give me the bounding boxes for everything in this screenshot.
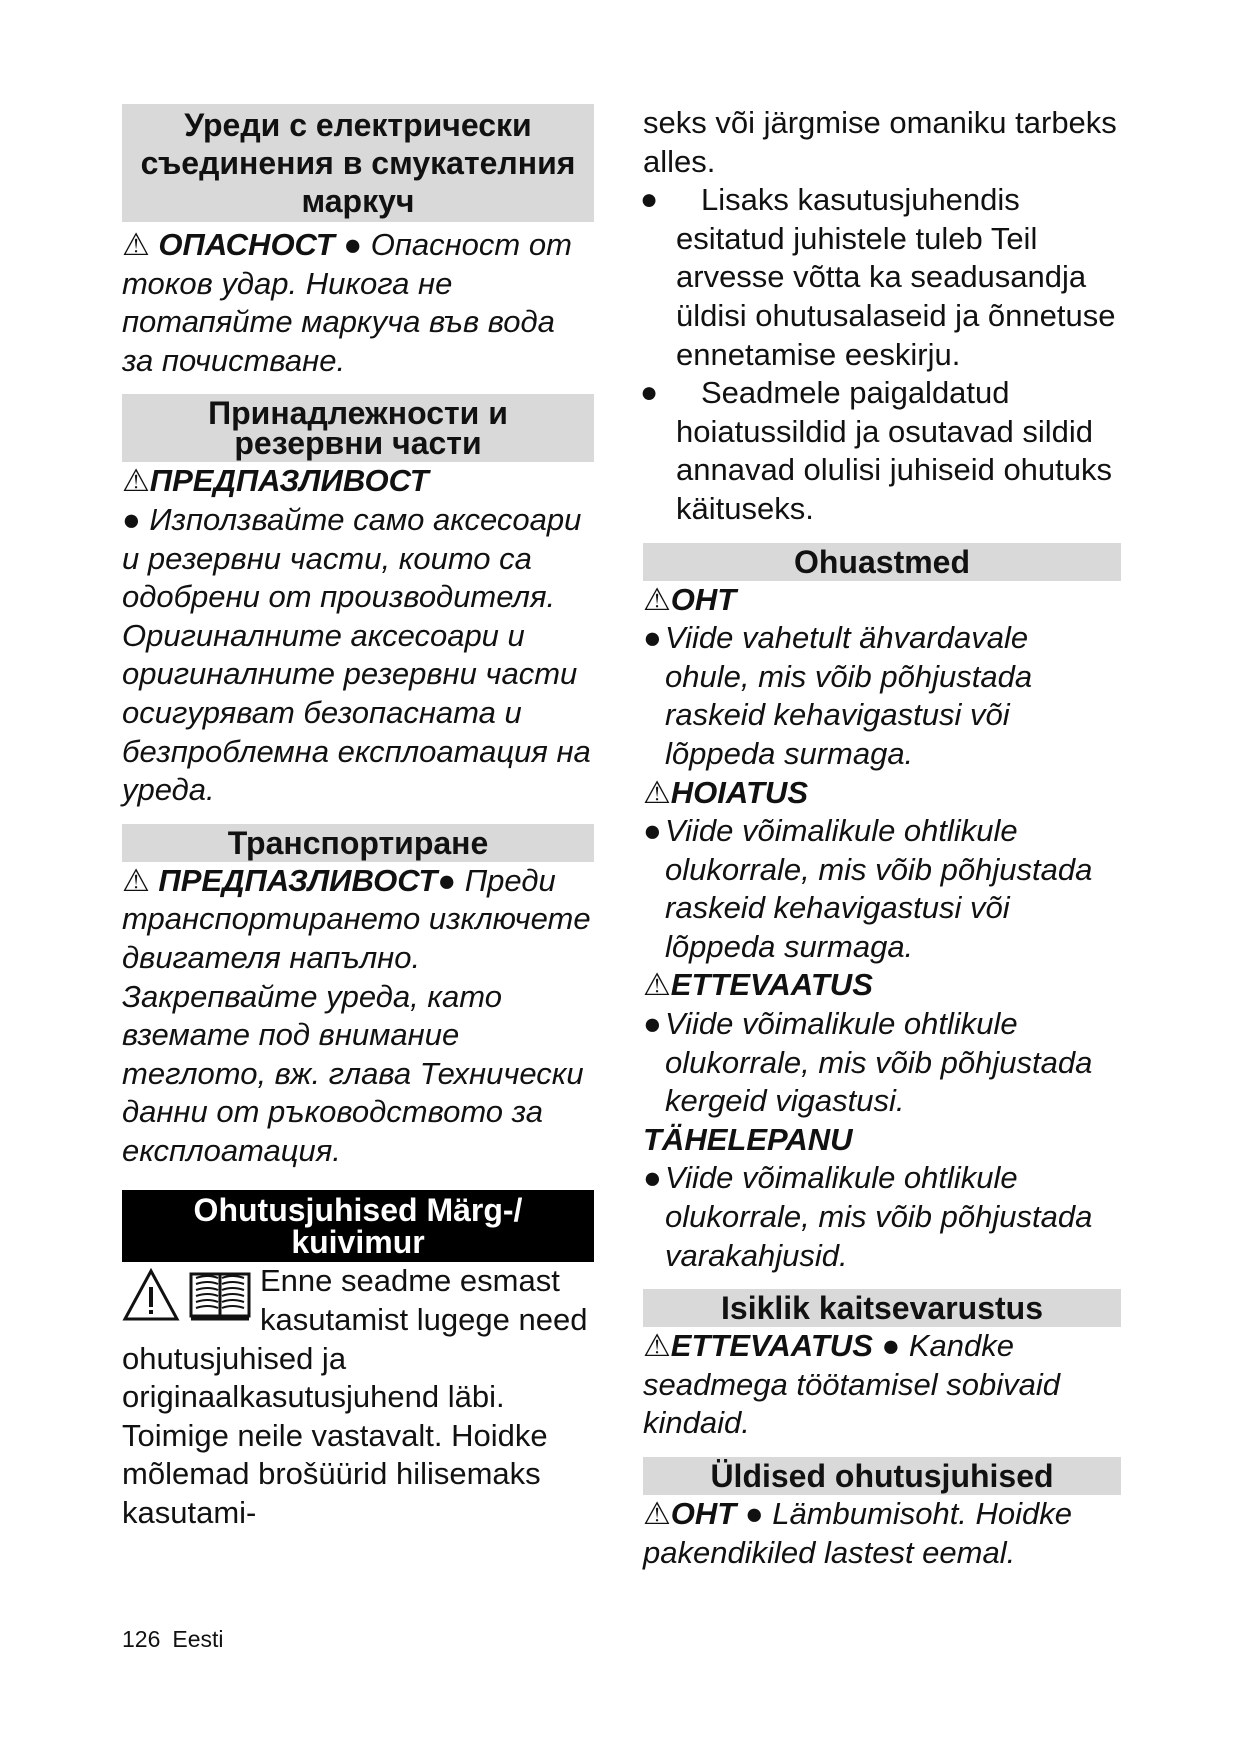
warning-triangle-icon: ⚠ (643, 581, 671, 617)
page-footer (122, 1626, 224, 1653)
general-bullets (640, 181, 1121, 528)
safety-icons (122, 1268, 252, 1328)
warning-triangle-icon: ⚠ (122, 463, 150, 499)
section-heading-personal-protection: Isiklik kaitsevarustus (643, 1289, 1121, 1327)
list-item: ● Viide võimalikule ohtlikule olukorrale, mis võib põhjustada varakahjusid. (643, 1160, 1093, 1273)
warning-triangle-icon: ⚠ (122, 227, 150, 262)
left-column (122, 104, 594, 1533)
warning-text: Преди транспортирането изключете двигателя напълно. Закрепвайте уреда, като вземате под внимание теглото, вж. глава Технически данни от ръководството за експлоатация. (122, 862, 591, 1168)
bullet: ● (343, 227, 363, 262)
hazard-level-hoiatus (643, 774, 1121, 967)
bullet: ● (881, 1328, 901, 1364)
bullet: ● (437, 862, 457, 898)
section-body-personal-protection (643, 1327, 1121, 1443)
warning-label: OHT (670, 1496, 737, 1531)
section-body-electric-hose (122, 226, 594, 380)
warning-label: ПРЕДПАЗЛИВОСТ (158, 862, 438, 898)
warning-sign-icon (122, 1268, 180, 1322)
section-body-accessories (122, 462, 594, 809)
list-item: ● Lisaks kasutusjuhendis esitatud juhistele tuleb Teil arvesse võtta ka seadusandja üldisi ohutusalaseid ja õnnetuse ennetamise eeskirju. (640, 182, 1116, 372)
right-column (640, 104, 1121, 1572)
section-heading-safety-wet-dry: Ohutusjuhised Märg-/ kuivimur (122, 1190, 594, 1262)
list-item: ● Viide vahetult ähvardavale ohule, mis võib põhjustada raskeid kehavigastusi või lõppeda surmaga. (643, 620, 1033, 771)
bullet: ● (122, 501, 141, 537)
hazard-label: TÄHELEPANU (643, 1121, 853, 1157)
hazard-label: HOIATUS (670, 774, 808, 810)
section-heading-hazard-levels: Ohuastmed (643, 543, 1121, 581)
list-item: ● Seadmele paigaldatud hoiatussildid ja osutavad sildid annavad olulisi juhiseid ohutuks käituseks. (640, 375, 1113, 526)
list-item: ● Viide võimalikule ohtlikule olukorrale, mis võib põhjustada raskeid kehavigastusi või lõppeda surmaga. (643, 813, 1093, 964)
section-heading-general-safety: Üldised ohutusjuhised (643, 1457, 1121, 1495)
section-heading-electric-hose: Уреди с електрически съединения в смукателния маркуч (122, 104, 594, 222)
bullet: ● (640, 376, 659, 410)
bullet: ● (744, 1496, 764, 1531)
manual-book-icon (188, 1268, 252, 1322)
hazard-label: OHT (670, 581, 737, 617)
section-heading-accessories: Принадлежности и резервни части (122, 394, 594, 462)
page-number: 126 (122, 1626, 161, 1652)
warning-triangle-icon: ⚠ (643, 774, 671, 810)
warning-triangle-icon: ⚠ (643, 1328, 671, 1364)
continuation-text: seks või järgmise omaniku tarbeks alles. (643, 105, 1117, 179)
warning-text: Използвайте само аксесоари и резервни части, които са одобрени от производителя. Оригиналните аксесоари и оригиналните резервни части осигуряват безопасната и безпроблемна експлоатация на уреда. (122, 501, 591, 808)
section-body-general-safety (643, 1495, 1121, 1572)
hazard-level-tahelepanu (643, 1121, 1121, 1275)
hazard-level-oht (643, 581, 1121, 774)
intro-text: Enne seadme esmast kasutamist lugege need ohutusjuhised ja originaalkasutusjuhend läbi. Toimige neile vastavalt. Hoidke mõlemad brošüürid hilisemaks kasutami- (122, 1263, 588, 1531)
hazard-level-ettevaatus (643, 966, 1121, 1120)
warning-text: Опасност от токов удар. Никога не потапяйте маркуча във вода за почистване. (122, 227, 572, 378)
section-body-safety-wet-dry (122, 1262, 594, 1532)
section-heading-transport: Транспортиране (122, 824, 594, 862)
bullet: ● (640, 183, 659, 217)
warning-triangle-icon: ⚠ (643, 967, 671, 1003)
warning-label: ОПАСНОСТ (158, 227, 335, 262)
warning-label: ПРЕДПАЗЛИВОСТ (149, 463, 429, 499)
footer-language: Eesti (172, 1626, 224, 1652)
warning-text: Lämbumisoht. Hoidke pakendikiled lastest eemal. (643, 1496, 1073, 1570)
warning-triangle-icon: ⚠ (122, 862, 150, 898)
warning-label: ETTEVAATUS (670, 1328, 873, 1364)
hazard-label: ETTEVAATUS (670, 967, 873, 1003)
warning-triangle-icon: ⚠ (643, 1496, 671, 1531)
list-item: ● Viide võimalikule ohtlikule olukorrale, mis võib põhjustada kergeid vigastusi. (643, 1006, 1093, 1119)
section-body-transport (122, 862, 594, 1171)
warning-text: Kandke seadmega töötamisel sobivaid kindaid. (643, 1328, 1061, 1441)
